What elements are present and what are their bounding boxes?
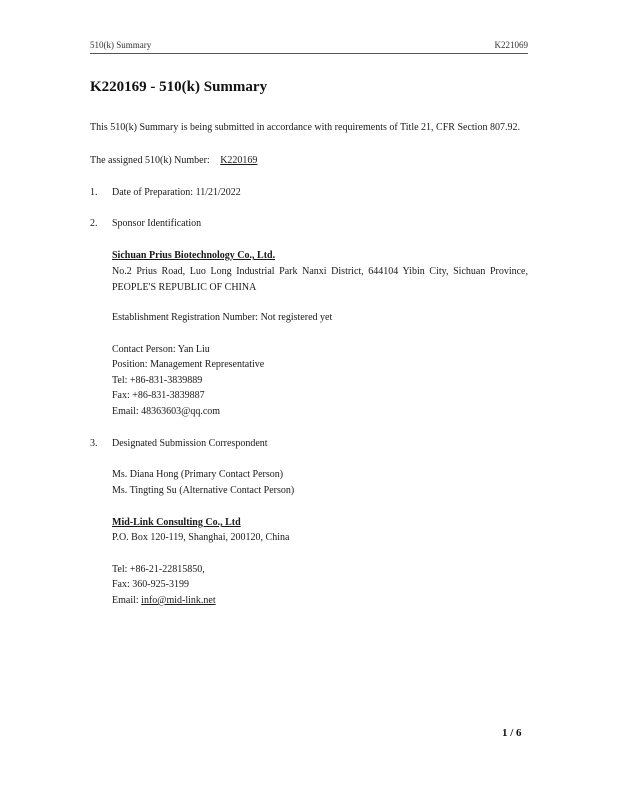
sponsor-tel: Tel: +86-831-3839889 — [112, 375, 203, 386]
assigned-number-line — [90, 153, 261, 169]
header-left: 510(k) Summary — [90, 40, 152, 50]
section-1-text: Date of Preparation: 11/21/2022 — [112, 187, 241, 198]
primary-contact: Ms. Diana Hong (Primary Contact Person) — [112, 469, 284, 480]
header-right: K221069 — [494, 40, 528, 50]
assigned-number-value: K220169 — [220, 155, 258, 166]
sponsor-contact-person: Contact Person: Yan Liu — [112, 344, 210, 355]
sponsor-email: Email: 48363603@qq.com — [112, 406, 221, 417]
correspondent-email-link[interactable]: info@mid-link.net — [141, 595, 216, 606]
section-3-number: 3. — [90, 438, 98, 449]
section-2-number: 2. — [90, 218, 98, 229]
running-header — [90, 40, 528, 50]
correspondent-fax: Fax: 360-925-3199 — [112, 579, 189, 590]
section-3-heading: Designated Submission Correspondent — [112, 438, 268, 449]
intro-paragraph: This 510(k) Summary is being submitted in accordance with requirements of Title 21, CFR Section 807.92. — [90, 122, 520, 133]
sponsor-fax: Fax: +86-831-3839887 — [112, 390, 205, 401]
sponsor-address-line-2: PEOPLE'S REPUBLIC OF CHINA — [112, 281, 257, 293]
sponsor-address-line-1: No.2 Prius Road, Luo Long Industrial Park Nanxi District, 644104 Yibin City, Sichuan Province, — [112, 266, 528, 277]
correspondent-tel: Tel: +86-21-22815850, — [112, 564, 205, 575]
sponsor-address — [112, 264, 528, 295]
alternative-contact: Ms. Tingting Su (Alternative Contact Person) — [112, 485, 295, 496]
section-2-heading: Sponsor Identification — [112, 218, 202, 229]
page-title: K220169 - 510(k) Summary — [90, 79, 268, 95]
establishment-registration: Establishment Registration Number: Not registered yet — [112, 312, 333, 323]
correspondent-email-line — [112, 593, 216, 609]
correspondent-address: P.O. Box 120-119, Shanghai, 200120, China — [112, 532, 290, 543]
section-1-number: 1. — [90, 187, 98, 198]
correspondent-company-name: Mid-Link Consulting Co., Ltd — [112, 517, 241, 528]
sponsor-company-name: Sichuan Prius Biotechnology Co., Ltd. — [112, 250, 276, 261]
sponsor-position: Position: Management Representative — [112, 359, 265, 370]
page-number: 1 / 6 — [502, 727, 522, 739]
header-rule — [90, 53, 528, 54]
assigned-number-label: The assigned 510(k) Number: — [90, 155, 210, 166]
correspondent-email-label: Email: — [112, 595, 139, 606]
